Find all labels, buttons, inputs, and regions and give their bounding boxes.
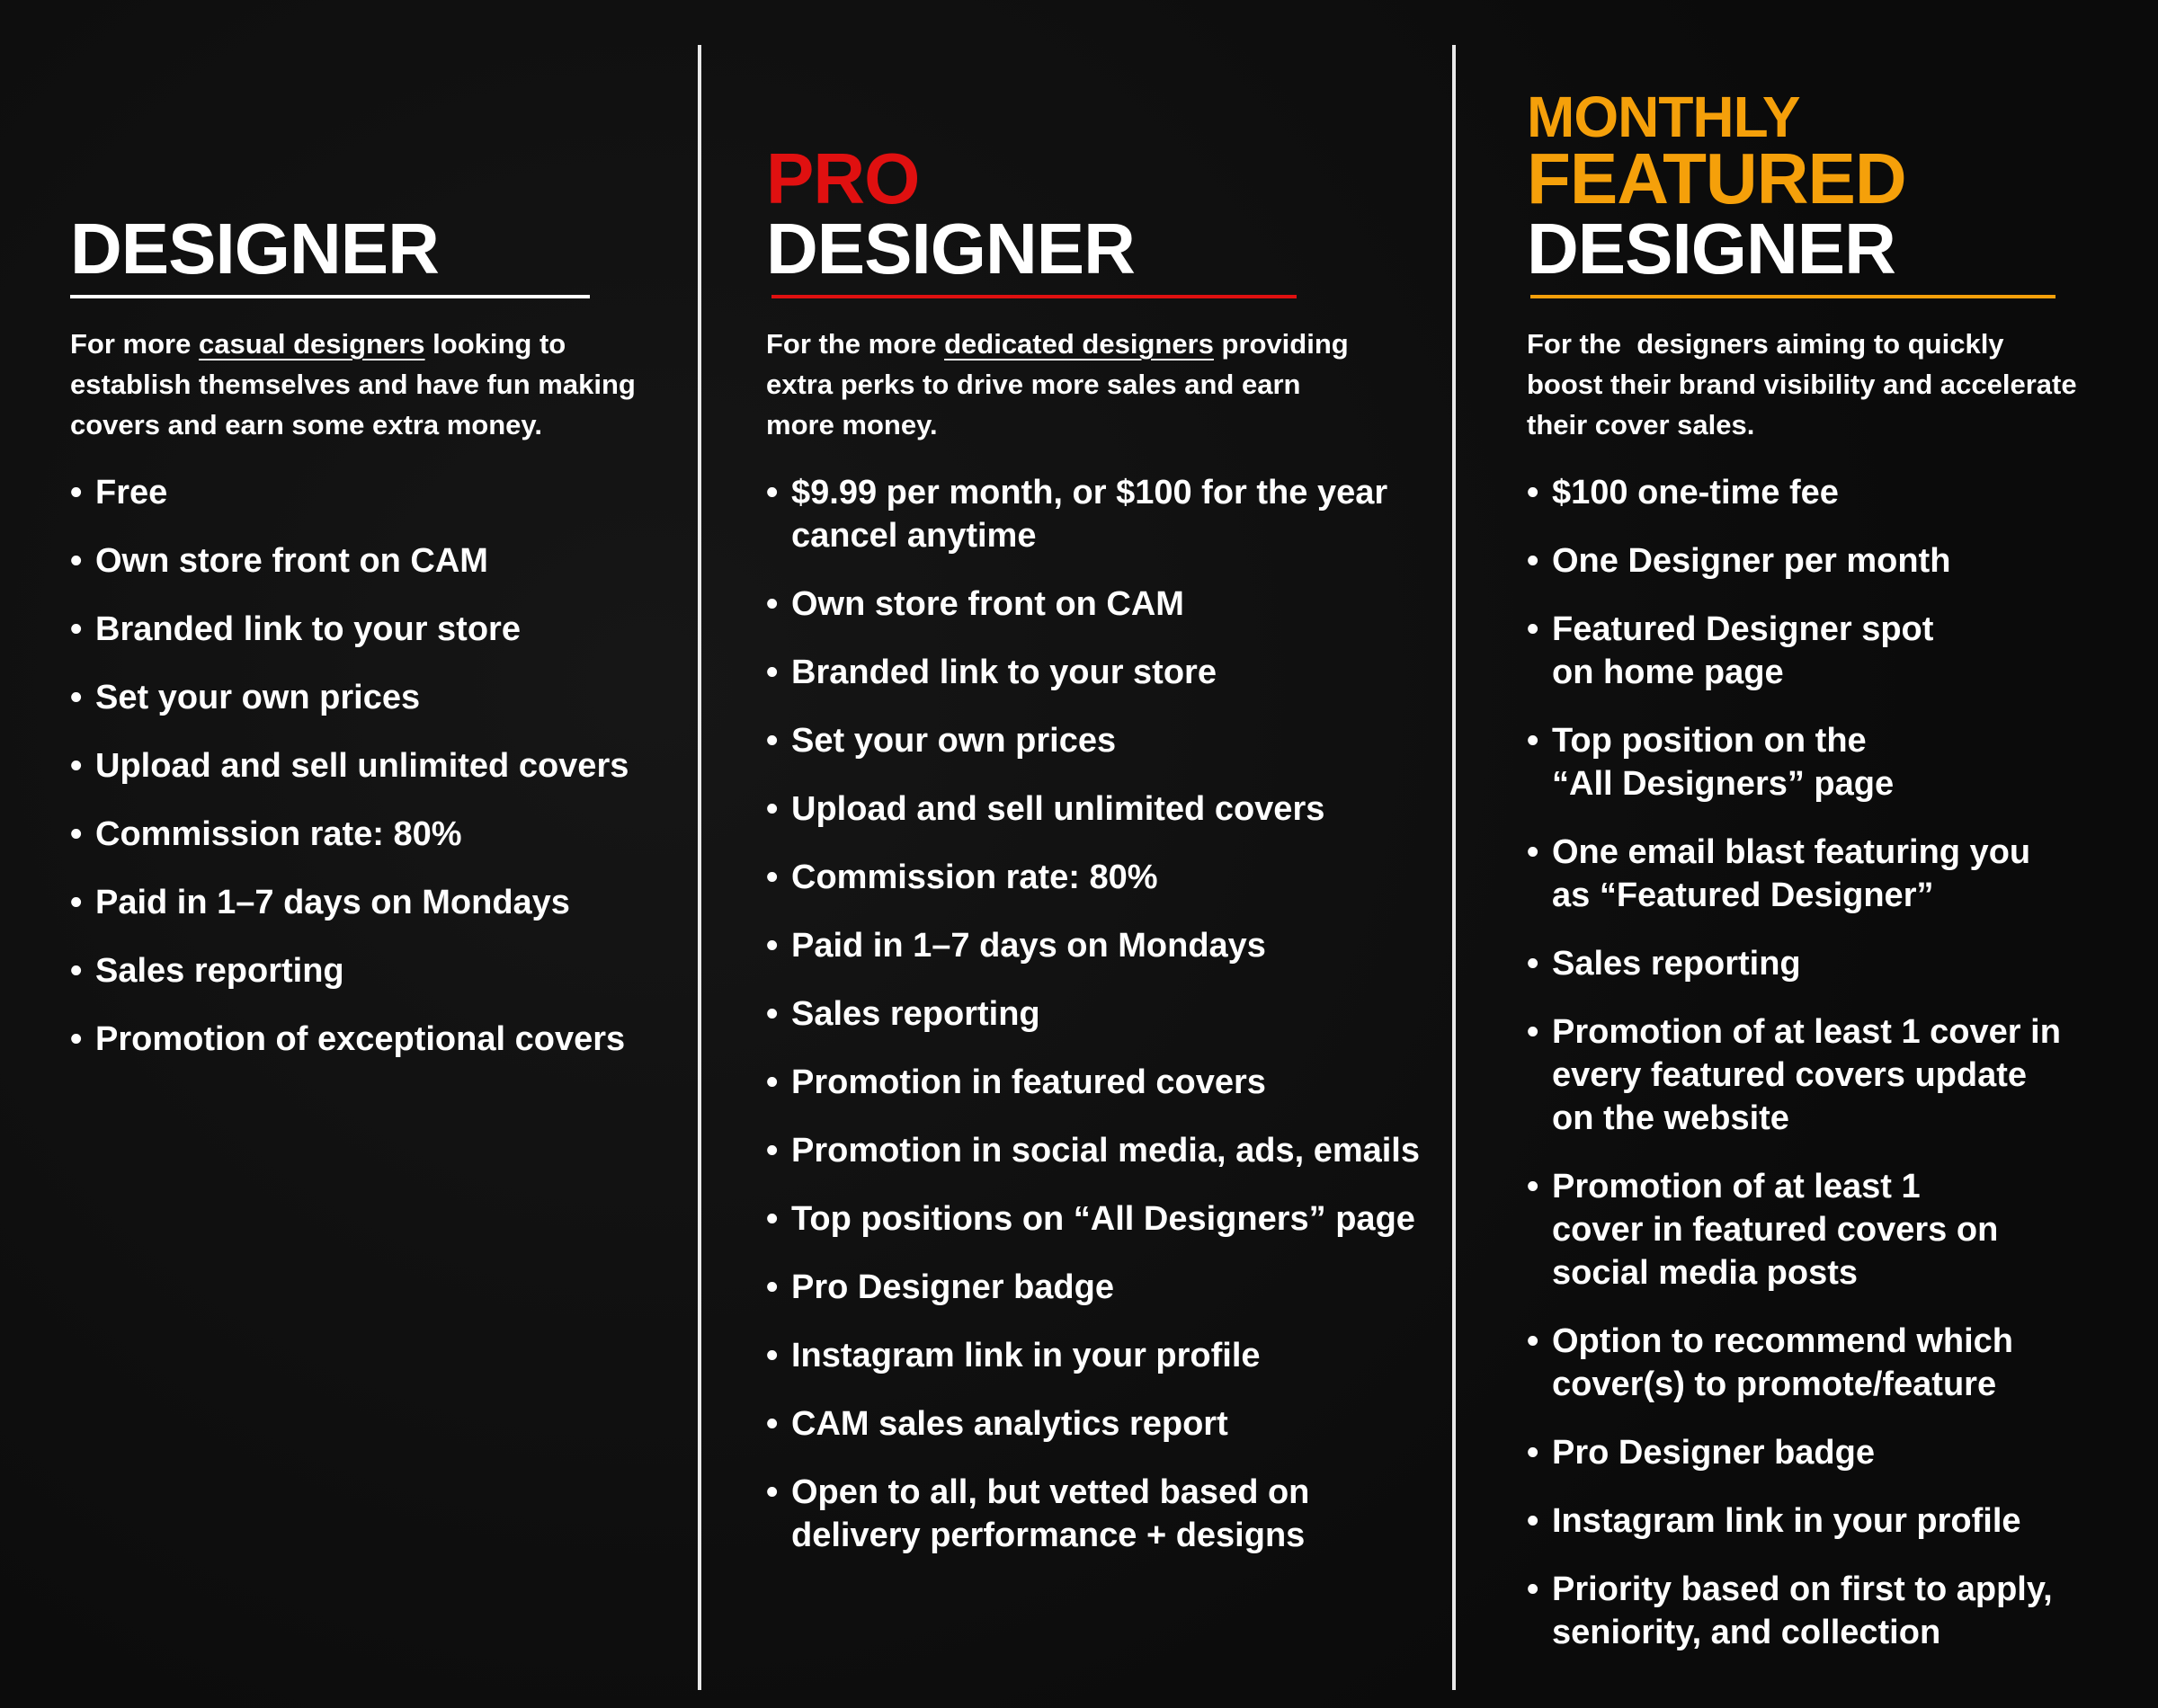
designer-title-rule [70, 295, 590, 298]
designer-tier-description: For more casual designers looking to establish themselves and have fun making covers and earn some extra money. [70, 328, 636, 440]
pro-feature-text: • Top positions on “All Designers” page [791, 1200, 1415, 1238]
featured-feature-text: seniority, and collection [1552, 1614, 1941, 1651]
featured-feature-text: social media posts [1552, 1254, 1859, 1292]
designer-feature-item [70, 471, 629, 514]
featured-feature-item [1527, 1165, 2061, 1294]
featured-feature-list [1527, 471, 2061, 1679]
featured-feature-item [1527, 539, 2061, 583]
pro-feature-text: • Open to all, but vetted based on [791, 1473, 1310, 1511]
pro-feature-text: • Sales reporting [791, 995, 1040, 1033]
pro-feature-item [766, 924, 1420, 967]
pro-feature-item [766, 1402, 1420, 1446]
pro-feature-text: • Instagram link in your profile [791, 1337, 1261, 1374]
pro-feature-item [766, 1061, 1420, 1104]
designer-feature-text: • Set your own prices [95, 679, 421, 716]
pro-feature-item [766, 651, 1420, 694]
designer-feature-item [70, 676, 629, 719]
designer-desc-highlight: casual designers [198, 328, 425, 360]
pro-feature-list [766, 471, 1420, 1582]
featured-feature-text: • Top position on the [1552, 722, 1867, 760]
pro-tier-description: For the more dedicated designers providing extra perks to drive more sales and earn more money. [766, 328, 1349, 440]
designer-feature-item [70, 539, 629, 583]
featured-feature-item [1527, 1010, 2061, 1140]
pro-feature-text: • Upload and sell unlimited covers [791, 790, 1325, 828]
designer-feature-text: • Own store front on CAM [95, 542, 488, 580]
pro-tier-accent: PRO [766, 138, 920, 218]
designer-feature-item [70, 881, 629, 924]
designer-feature-item [70, 813, 629, 856]
featured-feature-item [1527, 1320, 2061, 1406]
featured-feature-text: • Featured Designer spot [1552, 610, 1934, 648]
pro-feature-item [766, 787, 1420, 831]
featured-feature-item [1527, 608, 2061, 694]
pro-feature-item [766, 471, 1420, 557]
featured-tier-accent-monthly: MONTHLY [1527, 85, 1800, 149]
pro-feature-item [766, 1266, 1420, 1309]
featured-feature-text: • Promotion of at least 1 [1552, 1168, 1921, 1205]
column-divider-left [698, 45, 701, 1690]
featured-feature-text: • Promotion of at least 1 cover in [1552, 1013, 2061, 1051]
designer-feature-text: • Sales reporting [95, 952, 344, 990]
pro-feature-item [766, 1471, 1420, 1557]
designer-feature-item [70, 744, 629, 787]
designer-feature-item [70, 1018, 629, 1061]
pro-tier-heading [766, 138, 1135, 289]
designer-feature-text: • Free [95, 474, 168, 512]
featured-feature-item [1527, 719, 2061, 805]
featured-feature-item [1527, 831, 2061, 917]
featured-feature-text: cover(s) to promote/feature [1552, 1366, 1997, 1403]
featured-feature-text: • Priority based on first to apply, [1552, 1570, 2053, 1608]
designer-tier-title: DESIGNER [70, 209, 439, 289]
pro-feature-item [766, 1197, 1420, 1241]
pro-feature-text: • Own store front on CAM [791, 585, 1184, 623]
pro-feature-text: • Promotion in featured covers [791, 1063, 1266, 1101]
featured-feature-text: • Instagram link in your profile [1552, 1502, 2021, 1540]
pro-feature-item [766, 856, 1420, 899]
designer-feature-text: • Branded link to your store [95, 610, 521, 648]
featured-feature-item [1527, 942, 2061, 985]
featured-feature-text: • One Designer per month [1552, 542, 1951, 580]
featured-feature-text: on the website [1552, 1099, 1789, 1137]
pro-feature-text: • Branded link to your store [791, 654, 1217, 691]
pro-tier-title: DESIGNER [766, 209, 1135, 289]
designer-feature-item [70, 608, 629, 651]
pro-feature-text: • Commission rate: 80% [791, 858, 1158, 896]
pro-feature-text: cancel anytime [791, 517, 1037, 555]
featured-feature-item [1527, 1499, 2061, 1543]
featured-feature-text: every featured covers update [1552, 1056, 2028, 1094]
pro-feature-text: • CAM sales analytics report [791, 1405, 1228, 1443]
featured-feature-text: • Pro Designer badge [1552, 1434, 1875, 1472]
pro-feature-text: • Promotion in social media, ads, emails [791, 1132, 1420, 1170]
designer-feature-list [70, 471, 629, 1086]
featured-tier-heading [1527, 85, 1906, 289]
column-divider-right [1452, 45, 1456, 1690]
featured-feature-item [1527, 1568, 2061, 1654]
designer-feature-text: • Promotion of exceptional covers [95, 1020, 626, 1058]
pro-feature-text: • Paid in 1–7 days on Mondays [791, 927, 1266, 965]
pro-feature-text: delivery performance + designs [791, 1517, 1306, 1554]
designer-feature-item [70, 949, 629, 992]
pro-feature-text: • Set your own prices [791, 722, 1117, 760]
pro-feature-item [766, 719, 1420, 762]
pro-feature-text: • $9.99 per month, or $100 for the year [791, 474, 1388, 512]
featured-feature-text: cover in featured covers on [1552, 1211, 1999, 1249]
featured-feature-text: • Sales reporting [1552, 945, 1801, 983]
pro-title-rule [771, 295, 1297, 298]
pro-feature-item [766, 1334, 1420, 1377]
designer-feature-text: • Commission rate: 80% [95, 815, 462, 853]
pro-desc-highlight: dedicated designers [944, 328, 1214, 360]
designer-tier-heading [70, 209, 439, 289]
featured-feature-text: • $100 one-time fee [1552, 474, 1839, 512]
featured-feature-text: on home page [1552, 654, 1784, 691]
featured-title-rule [1530, 295, 2055, 298]
featured-tier-title: DESIGNER [1527, 209, 1895, 289]
pro-feature-item [766, 992, 1420, 1036]
featured-tier-accent-featured: FEATURED [1527, 138, 1906, 218]
pro-feature-item [766, 583, 1420, 626]
featured-feature-item [1527, 1431, 2061, 1474]
featured-feature-text: as “Featured Designer” [1552, 876, 1934, 914]
designer-feature-text: • Upload and sell unlimited covers [95, 747, 629, 785]
pro-feature-item [766, 1129, 1420, 1172]
designer-feature-text: • Paid in 1–7 days on Mondays [95, 884, 570, 921]
featured-feature-text: “All Designers” page [1552, 765, 1895, 803]
featured-feature-item [1527, 471, 2061, 514]
featured-feature-text: • Option to recommend which [1552, 1322, 2014, 1360]
pro-feature-text: • Pro Designer badge [791, 1268, 1114, 1306]
featured-tier-description: For the designers aiming to quickly boost their brand visibility and accelerate their cover sales. [1527, 328, 2077, 440]
featured-feature-text: • One email blast featuring you [1552, 833, 2031, 871]
